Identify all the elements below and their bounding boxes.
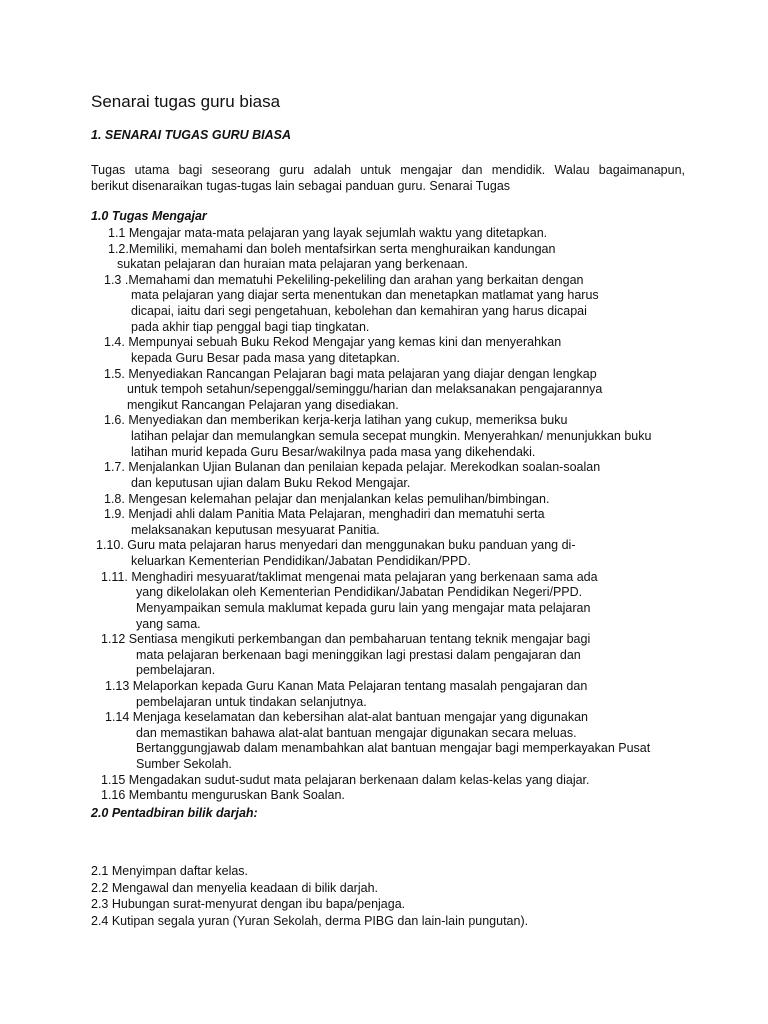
teaching-duty-line: dan memastikan bahawa alat-alat bantuan mengajar digunakan secara meluas. (136, 725, 577, 740)
intro-paragraph (91, 162, 685, 194)
teaching-duty-line: dan keputusan ujian dalam Buku Rekod Mengajar. (131, 475, 411, 490)
teaching-duty-line: 1.11. Menghadiri mesyuarat/taklimat mengenai mata pelajaran yang berkenaan sama ada (101, 569, 598, 584)
teaching-duty-line: mata pelajaran yang diajar serta menentukan dan menetapkan matlamat yang harus (131, 288, 599, 303)
intro-line: berikut disenaraikan tugas-tugas lain sebagai panduan guru. Senarai Tugas (91, 179, 511, 193)
teaching-duty-line: pembelajaran untuk tindakan selanjutnya. (136, 694, 367, 709)
teaching-duty-line: melaksanakan keputusan mesyuarat Panitia. (131, 522, 380, 537)
section-heading-2: 2.0 Pentadbiran bilik darjah: (91, 806, 258, 820)
teaching-duty-line: 1.2.Memiliki, memahami dan boleh mentafsirkan serta menghuraikan kandungan (108, 241, 556, 256)
teaching-duty-line: 1.3 .Memahami dan mematuhi Pekeliling-pekeliling dan arahan yang berkaitan dengan (104, 272, 584, 287)
teaching-duty-line: Menyampaikan semula maklumat kepada guru lain yang mengajar mata pelajaran (136, 600, 591, 615)
teaching-duty-line: 1.15 Mengadakan sudut-sudut mata pelajaran berkenaan dalam kelas-kelas yang diajar. (101, 772, 590, 787)
teaching-duty-line: 1.10. Guru mata pelajaran harus menyedari dan menggunakan buku panduan yang di- (96, 538, 576, 553)
teaching-duty-line: mata pelajaran berkenaan bagi meninggikan lagi prestasi dalam pengajaran dan (136, 647, 581, 662)
teaching-duty-line: latihan pelajar dan memulangkan semula secepat mungkin. Menyerahkan/ menunjukkan buku (131, 429, 652, 444)
teaching-duty-line: pembelajaran. (136, 663, 216, 678)
teaching-duty-line: 1.13 Melaporkan kepada Guru Kanan Mata Pelajaran tentang masalah pengajaran dan (105, 678, 588, 693)
teaching-duty-line: pada akhir tiap penggal bagi tiap tingkatan. (131, 319, 370, 334)
class-admin-line: 2.1 Menyimpan daftar kelas. (91, 864, 249, 878)
teaching-duty-line: 1.4. Mempunyai sebuah Buku Rekod Mengajar yang kemas kini dan menyerahkan (104, 335, 562, 350)
teaching-duty-line: 1.8. Mengesan kelemahan pelajar dan menjalankan kelas pemulihan/bimbingan. (104, 491, 550, 506)
teaching-duty-line: 1.16 Membantu menguruskan Bank Soalan. (101, 788, 345, 803)
class-admin-line: 2.3 Hubungan surat-menyurat dengan ibu bapa/penjaga. (91, 897, 406, 911)
teaching-duty-line: 1.5. Menyediakan Rancangan Pelajaran bagi mata pelajaran yang diajar dengan lengkap (104, 366, 597, 381)
teaching-duty-line: Sumber Sekolah. (136, 757, 232, 772)
teaching-duty-line: kepada Guru Besar pada masa yang ditetapkan. (131, 350, 400, 365)
teaching-duty-line: 1.7. Menjalankan Ujian Bulanan dan penilaian kepada pelajar. Merekodkan soalan-soalan (104, 460, 601, 475)
teaching-duty-line: 1.1 Mengajar mata-mata pelajaran yang layak sejumlah waktu yang ditetapkan. (108, 226, 548, 240)
teaching-duty-line: yang dikelolakan oleh Kementerian Pendidikan/Jabatan Pendidikan Negeri/PPD. (136, 585, 583, 600)
teaching-duty-line: Bertanggungjawab dalam menambahkan alat bantuan mengajar bagi memperkayakan Pusat (136, 741, 651, 756)
teaching-duty-line: untuk tempoh setahun/sepenggal/seminggu/harian dan melaksanakan pengajarannya (127, 382, 603, 397)
teaching-duty-line: latihan murid kepada Guru Besar/wakilnya pada masa yang dikehendaki. (131, 444, 536, 459)
teaching-duty-line: 1.12 Sentiasa mengikuti perkembangan dan pembaharuan tentang teknik mengajar bagi (101, 632, 591, 647)
intro-line: Tugas utama bagi seseorang guru adalah untuk mengajar dan mendidik. Walau bagaimanapun, (91, 163, 685, 177)
class-admin-line: 2.4 Kutipan segala yuran (Yuran Sekolah, derma PIBG dan lain-lain pungutan). (91, 913, 529, 928)
subsection-heading-teaching: 1.0 Tugas Mengajar (91, 209, 207, 223)
teaching-duty-line: 1.9. Menjadi ahli dalam Panitia Mata Pelajaran, menghadiri dan mematuhi serta (104, 507, 545, 522)
section-heading-1: 1. SENARAI TUGAS GURU BIASA (91, 128, 292, 142)
teaching-duty-line: 1.6. Menyediakan dan memberikan kerja-kerja latihan yang cukup, memeriksa buku (104, 413, 568, 428)
teaching-duty-line: 1.14 Menjaga keselamatan dan kebersihan alat-alat bantuan mengajar yang digunakan (105, 710, 588, 725)
class-admin-line: 2.2 Mengawal dan menyelia keadaan di bilik darjah. (91, 880, 378, 895)
teaching-duty-line: keluarkan Kementerian Pendidikan/Jabatan Pendidikan/PPD. (131, 554, 471, 569)
teaching-duty-line: yang sama. (136, 616, 201, 631)
teaching-duty-line: sukatan pelajaran dan huraian mata pelajaran yang berkenaan. (117, 257, 468, 272)
teaching-duty-line: dicapai, iaitu dari segi pengetahuan, kebolehan dan kemahiran yang harus dicapai (131, 304, 587, 319)
page-title: Senarai tugas guru biasa (91, 92, 281, 111)
teaching-duty-line: mengikut Rancangan Pelajaran yang disediakan. (127, 397, 399, 412)
